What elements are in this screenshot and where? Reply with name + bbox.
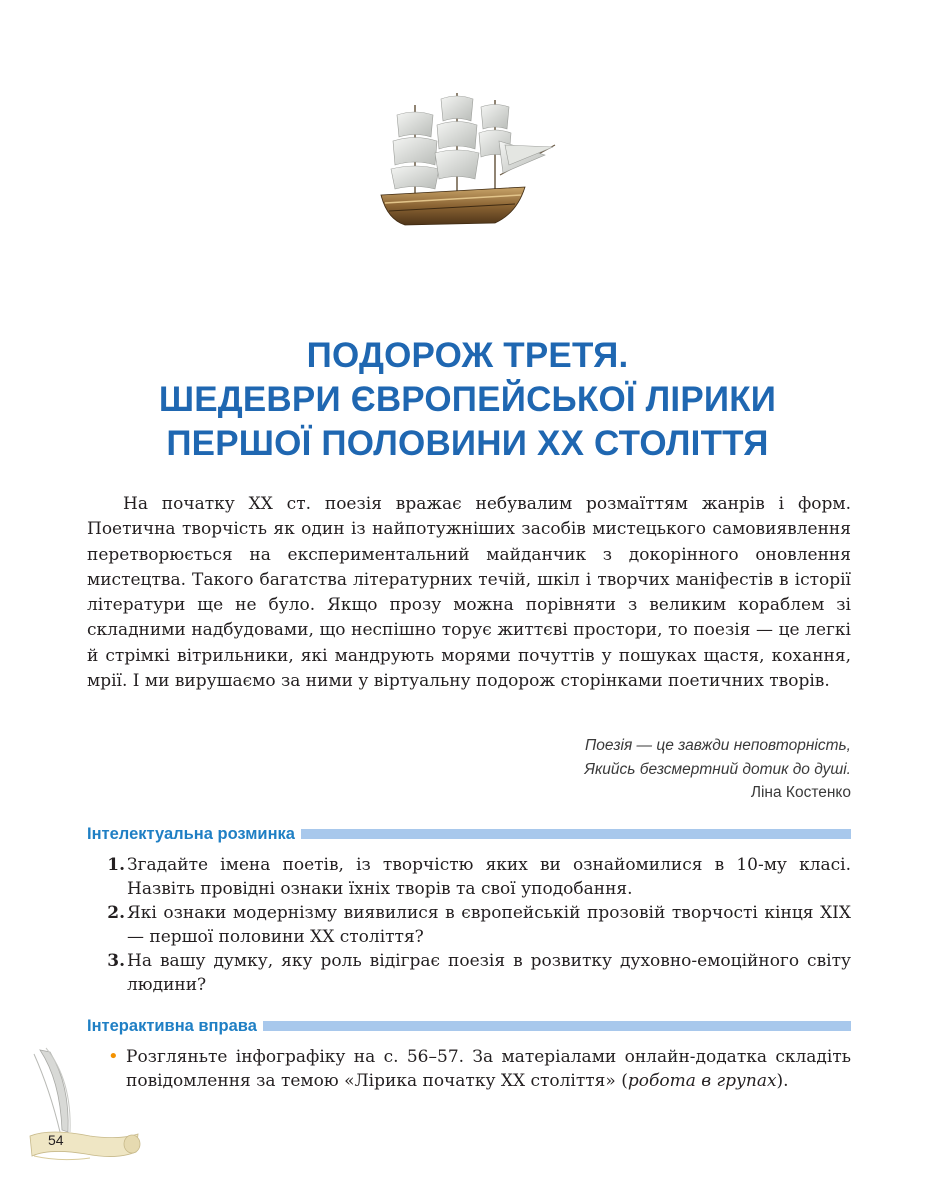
chapter-title-line1: ПОДОРОЖ ТРЕТЯ. bbox=[306, 336, 629, 375]
chapter-title-line2: ШЕДЕВРИ ЄВРОПЕЙСЬКОЇ ЛІРИКИ bbox=[158, 380, 777, 419]
interactive-task bbox=[108, 1045, 851, 1093]
question-number: 3. bbox=[107, 951, 125, 971]
page-number: 54 bbox=[48, 1132, 64, 1148]
chapter-title-line3: ПЕРШОЇ ПОЛОВИНИ XX СТОЛІТТЯ bbox=[166, 424, 769, 463]
question-item bbox=[100, 853, 851, 901]
epigraph-line1: Поезія — це завжди неповторність, bbox=[585, 737, 851, 754]
question-item bbox=[100, 901, 851, 949]
warmup-questions bbox=[100, 853, 851, 997]
bullet-icon: • bbox=[108, 1046, 119, 1067]
question-text: Згадайте імена поетів, із творчістю яких ви ознайомилися в 10-му класі. Назвіть провідні ознаки їхніх творів та свої уподобання. bbox=[127, 855, 851, 899]
intro-paragraph: На початку XX ст. поезія вражає небувалим розмаїттям жанрів і форм. Поетична творчість як один із найпотужніших засобів мистецького самовиявлення перетворюється на експериментальний майданчик з докорінного оновлення мистецтва. Такого багатства літературних течій, шкіл і творчих маніфестів в історії літератури ще не було. Якщо прозу можна порівняти з великим кораблем зі складними надбудовами, що неспішно торує життєві простори, то поезія — це легкі й стрімкі вітрильники, які мандрують морями почуттів у пошуках щастя, кохання, мрії. І ми вирушаємо за ними у віртуальну подорож сторінками поетичних творів. bbox=[87, 494, 851, 692]
question-item bbox=[100, 949, 851, 997]
task-text bbox=[126, 1045, 851, 1093]
question-number: 1. bbox=[107, 855, 125, 875]
epigraph-author: Ліна Костенко bbox=[750, 784, 851, 801]
question-text: На вашу думку, яку роль відіграє поезія в розвитку духовно-емоційного світу людини? bbox=[127, 951, 851, 995]
question-text: Які ознаки модернізму виявилися в європейській прозовій творчості кінця XIX — першої половини XX століття? bbox=[127, 903, 851, 947]
task-text-italic: робота в групах bbox=[627, 1071, 777, 1091]
epigraph bbox=[451, 734, 851, 805]
question-number: 2. bbox=[107, 903, 125, 923]
quill-scroll-icon bbox=[20, 1040, 150, 1170]
chapter-title bbox=[60, 334, 875, 466]
epigraph-line2: Якийсь безсмертний дотик до душі. bbox=[584, 760, 851, 778]
intro-text bbox=[87, 492, 851, 694]
warmup-section-header bbox=[87, 823, 851, 845]
interactive-section-title: Інтерактивна вправа bbox=[87, 1016, 257, 1035]
section-divider-bar bbox=[301, 829, 851, 839]
task-text-tail: ). bbox=[776, 1071, 789, 1091]
interactive-section-header bbox=[87, 1015, 851, 1037]
section-divider-bar bbox=[263, 1021, 851, 1031]
task-text-main: Розгляньте інфографіку на с. 56–57. За матеріалами онлайн-додатка складіть повідомлення за темою «Лірика початку XX століття» ( bbox=[126, 1047, 851, 1091]
warmup-section-title: Інтелектуальна розминка bbox=[87, 824, 295, 843]
sailing-ship-illustration bbox=[375, 85, 565, 235]
